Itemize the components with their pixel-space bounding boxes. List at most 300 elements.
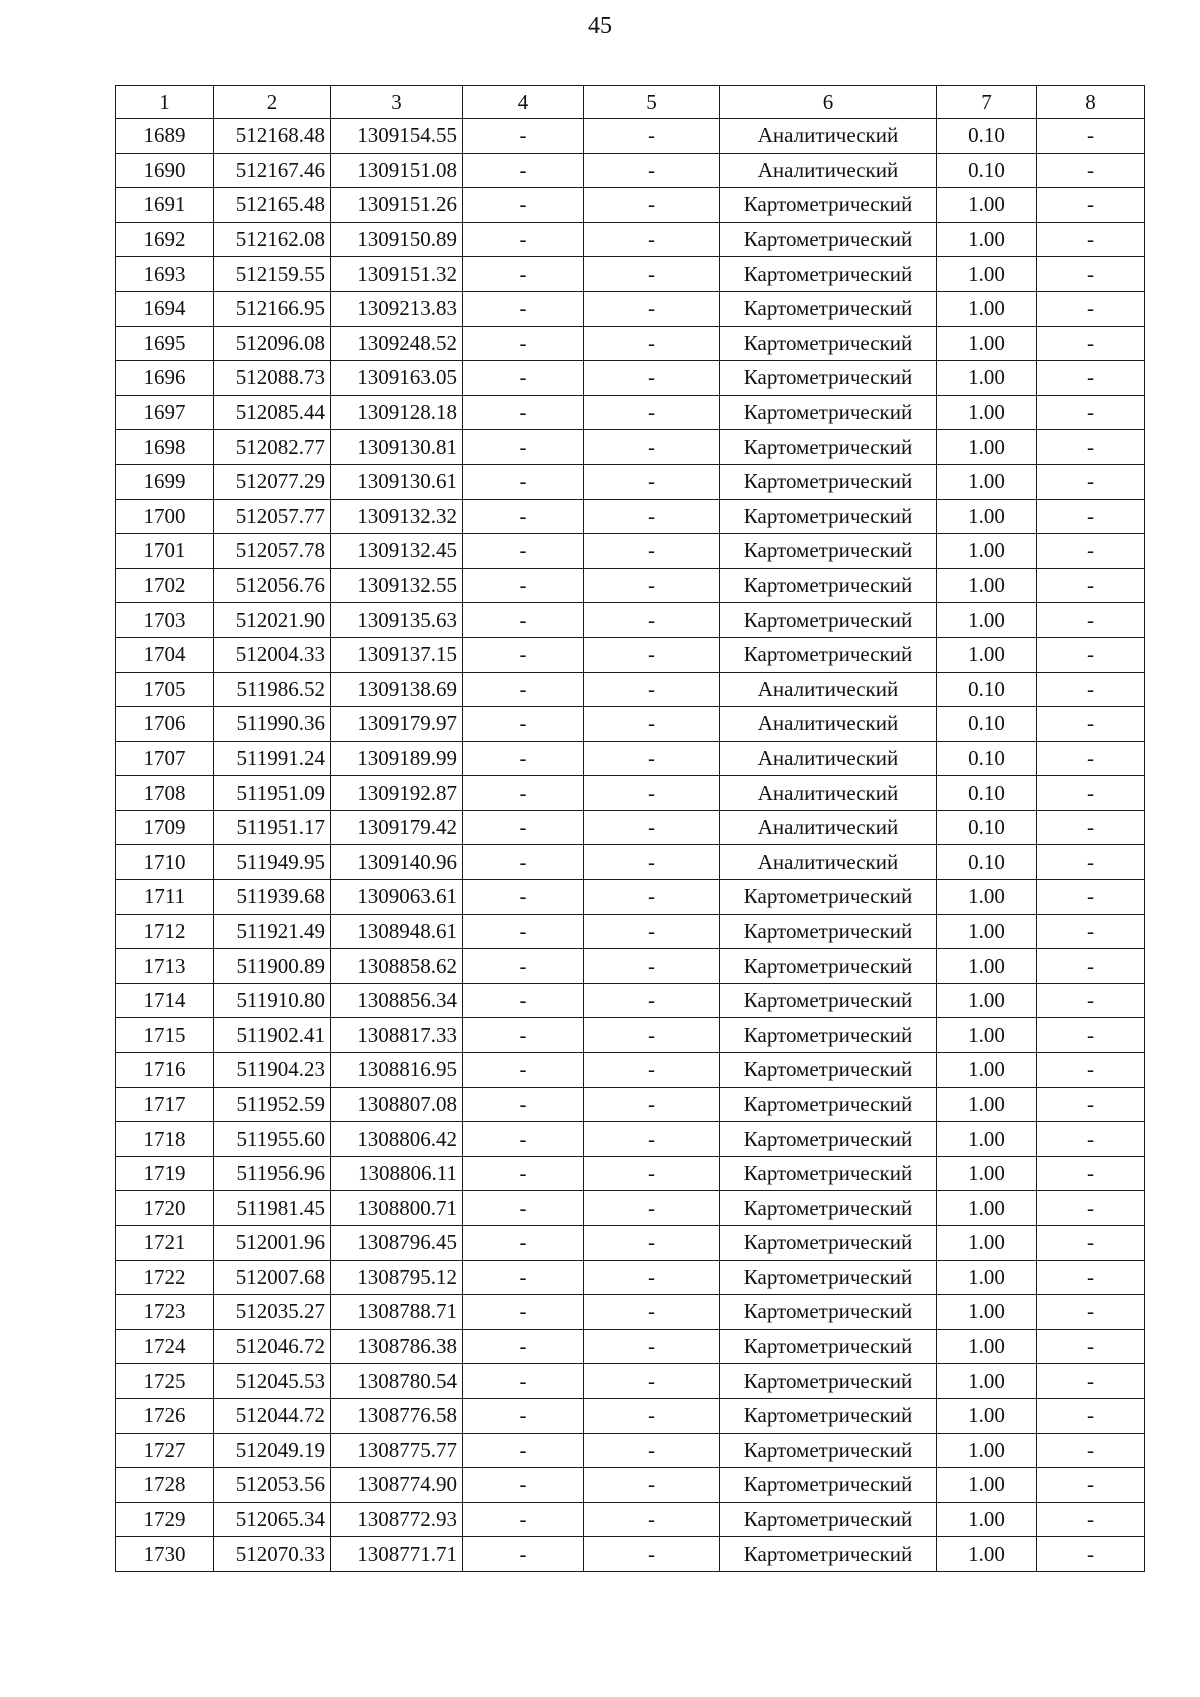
- table-cell-col-8: -: [1037, 326, 1145, 361]
- table-cell-col-6: Картометрический: [720, 1433, 937, 1468]
- table-cell-col-2: 511956.96: [214, 1156, 331, 1191]
- table-row: [116, 1537, 1145, 1572]
- table-cell-col-4: -: [463, 430, 584, 465]
- table-cell-col-4: -: [463, 845, 584, 880]
- table-row: [116, 326, 1145, 361]
- table-row: [116, 119, 1145, 154]
- table-cell-col-1: 1700: [116, 499, 214, 534]
- table-cell-col-5: -: [584, 1364, 720, 1399]
- table-cell-col-4: -: [463, 914, 584, 949]
- table-cell-col-7: 1.00: [937, 568, 1037, 603]
- table-row: [116, 672, 1145, 707]
- table-cell-col-7: 1.00: [937, 222, 1037, 257]
- table-cell-col-5: -: [584, 119, 720, 154]
- table-cell-col-4: -: [463, 1018, 584, 1053]
- table-cell-col-5: -: [584, 222, 720, 257]
- table-cell-col-2: 511991.24: [214, 741, 331, 776]
- table-cell-col-6: Картометрический: [720, 1191, 937, 1226]
- table-cell-col-7: 1.00: [937, 188, 1037, 223]
- table-cell-col-8: -: [1037, 1191, 1145, 1226]
- table-cell-col-1: 1718: [116, 1122, 214, 1157]
- table-cell-col-2: 512001.96: [214, 1226, 331, 1261]
- table-cell-col-4: -: [463, 1329, 584, 1364]
- table-body: [116, 119, 1145, 1572]
- table-cell-col-2: 512070.33: [214, 1537, 331, 1572]
- table-cell-col-4: -: [463, 326, 584, 361]
- table-cell-col-8: -: [1037, 464, 1145, 499]
- table-cell-col-5: -: [584, 499, 720, 534]
- table-cell-col-7: 1.00: [937, 1468, 1037, 1503]
- table-cell-col-8: -: [1037, 1433, 1145, 1468]
- table-cell-col-2: 511981.45: [214, 1191, 331, 1226]
- table-cell-col-1: 1701: [116, 534, 214, 569]
- table-cell-col-2: 512044.72: [214, 1398, 331, 1433]
- table-cell-col-1: 1692: [116, 222, 214, 257]
- table-cell-col-6: Картометрический: [720, 257, 937, 292]
- table-cell-col-5: -: [584, 603, 720, 638]
- column-header-5: 5: [584, 86, 720, 119]
- table-cell-col-3: 1309154.55: [331, 119, 463, 154]
- table-cell-col-2: 511904.23: [214, 1053, 331, 1088]
- table-cell-col-5: -: [584, 188, 720, 223]
- table-cell-col-1: 1707: [116, 741, 214, 776]
- table-cell-col-7: 1.00: [937, 1156, 1037, 1191]
- table-cell-col-8: -: [1037, 603, 1145, 638]
- table-row: [116, 499, 1145, 534]
- table-cell-col-4: -: [463, 983, 584, 1018]
- table-cell-col-3: 1309248.52: [331, 326, 463, 361]
- table-cell-col-5: -: [584, 1398, 720, 1433]
- table-row: [116, 534, 1145, 569]
- table-cell-col-2: 511939.68: [214, 880, 331, 915]
- table-cell-col-4: -: [463, 188, 584, 223]
- table-cell-col-7: 0.10: [937, 672, 1037, 707]
- table-cell-col-8: -: [1037, 395, 1145, 430]
- table-cell-col-6: Картометрический: [720, 1398, 937, 1433]
- table-cell-col-3: 1308858.62: [331, 949, 463, 984]
- table-cell-col-7: 1.00: [937, 914, 1037, 949]
- column-header-4: 4: [463, 86, 584, 119]
- table-cell-col-4: -: [463, 395, 584, 430]
- table-cell-col-2: 512162.08: [214, 222, 331, 257]
- table-cell-col-1: 1693: [116, 257, 214, 292]
- table-cell-col-3: 1308856.34: [331, 983, 463, 1018]
- table-cell-col-5: -: [584, 1433, 720, 1468]
- table-cell-col-4: -: [463, 1537, 584, 1572]
- table-cell-col-1: 1713: [116, 949, 214, 984]
- table-cell-col-1: 1690: [116, 153, 214, 188]
- table-cell-col-8: -: [1037, 845, 1145, 880]
- table-cell-col-5: -: [584, 361, 720, 396]
- table-row: [116, 1053, 1145, 1088]
- table-cell-col-7: 0.10: [937, 153, 1037, 188]
- table-cell-col-5: -: [584, 1018, 720, 1053]
- table-cell-col-7: 0.10: [937, 741, 1037, 776]
- table-row: [116, 153, 1145, 188]
- table-cell-col-6: Картометрический: [720, 222, 937, 257]
- table-cell-col-6: Картометрический: [720, 326, 937, 361]
- table-cell-col-2: 512065.34: [214, 1502, 331, 1537]
- table-row: [116, 1018, 1145, 1053]
- table-cell-col-5: -: [584, 1053, 720, 1088]
- table-cell-col-3: 1308796.45: [331, 1226, 463, 1261]
- table-cell-col-5: -: [584, 257, 720, 292]
- table-cell-col-3: 1309213.83: [331, 291, 463, 326]
- table-cell-col-1: 1711: [116, 880, 214, 915]
- table-cell-col-1: 1708: [116, 776, 214, 811]
- table-cell-col-1: 1691: [116, 188, 214, 223]
- table-row: [116, 1191, 1145, 1226]
- table-cell-col-6: Картометрический: [720, 1018, 937, 1053]
- table-row: [116, 1087, 1145, 1122]
- table-row: [116, 845, 1145, 880]
- table-cell-col-1: 1728: [116, 1468, 214, 1503]
- table-cell-col-6: Аналитический: [720, 707, 937, 742]
- column-header-8: 8: [1037, 86, 1145, 119]
- table-cell-col-2: 512007.68: [214, 1260, 331, 1295]
- table-cell-col-3: 1309179.97: [331, 707, 463, 742]
- page-number: 45: [588, 13, 612, 39]
- table-cell-col-6: Картометрический: [720, 499, 937, 534]
- table-cell-col-7: 0.10: [937, 707, 1037, 742]
- table-cell-col-7: 1.00: [937, 291, 1037, 326]
- column-header-2: 2: [214, 86, 331, 119]
- table-cell-col-7: 1.00: [937, 1329, 1037, 1364]
- table-cell-col-7: 0.10: [937, 119, 1037, 154]
- table-cell-col-4: -: [463, 1191, 584, 1226]
- table-cell-col-7: 1.00: [937, 1087, 1037, 1122]
- table-cell-col-8: -: [1037, 1502, 1145, 1537]
- table-cell-col-6: Картометрический: [720, 1226, 937, 1261]
- table-cell-col-4: -: [463, 1364, 584, 1399]
- table-cell-col-3: 1308772.93: [331, 1502, 463, 1537]
- table-cell-col-5: -: [584, 1226, 720, 1261]
- table-cell-col-3: 1309138.69: [331, 672, 463, 707]
- table-cell-col-1: 1715: [116, 1018, 214, 1053]
- table-cell-col-7: 1.00: [937, 430, 1037, 465]
- table-row: [116, 1364, 1145, 1399]
- table-cell-col-5: -: [584, 1156, 720, 1191]
- table-cell-col-7: 1.00: [937, 880, 1037, 915]
- table-cell-col-6: Картометрический: [720, 637, 937, 672]
- table-cell-col-6: Картометрический: [720, 1329, 937, 1364]
- table-cell-col-6: Аналитический: [720, 672, 937, 707]
- table-row: [116, 1433, 1145, 1468]
- table-cell-col-7: 1.00: [937, 257, 1037, 292]
- table-cell-col-6: Картометрический: [720, 464, 937, 499]
- table-cell-col-6: Картометрический: [720, 1537, 937, 1572]
- table-cell-col-7: 1.00: [937, 534, 1037, 569]
- table-cell-col-6: Картометрический: [720, 1468, 937, 1503]
- table-cell-col-8: -: [1037, 1364, 1145, 1399]
- table-cell-col-6: Картометрический: [720, 361, 937, 396]
- table-cell-col-8: -: [1037, 1329, 1145, 1364]
- table-cell-col-6: Картометрический: [720, 983, 937, 1018]
- table-cell-col-1: 1721: [116, 1226, 214, 1261]
- table-cell-col-4: -: [463, 464, 584, 499]
- table-cell-col-5: -: [584, 1295, 720, 1330]
- table-cell-col-4: -: [463, 672, 584, 707]
- column-header-7: 7: [937, 86, 1037, 119]
- table-cell-col-8: -: [1037, 880, 1145, 915]
- table-cell-col-1: 1729: [116, 1502, 214, 1537]
- table-cell-col-3: 1308817.33: [331, 1018, 463, 1053]
- table-cell-col-7: 1.00: [937, 1295, 1037, 1330]
- table-cell-col-8: -: [1037, 188, 1145, 223]
- table-row: [116, 707, 1145, 742]
- table-cell-col-3: 1309151.08: [331, 153, 463, 188]
- table-cell-col-7: 0.10: [937, 845, 1037, 880]
- table-cell-col-7: 1.00: [937, 464, 1037, 499]
- table-cell-col-3: 1308788.71: [331, 1295, 463, 1330]
- table-cell-col-4: -: [463, 1156, 584, 1191]
- table-cell-col-6: Картометрический: [720, 1156, 937, 1191]
- table-cell-col-5: -: [584, 291, 720, 326]
- table-cell-col-6: Картометрический: [720, 534, 937, 569]
- table-cell-col-1: 1723: [116, 1295, 214, 1330]
- table-cell-col-5: -: [584, 1260, 720, 1295]
- table-cell-col-2: 511910.80: [214, 983, 331, 1018]
- table-cell-col-3: 1309063.61: [331, 880, 463, 915]
- table-cell-col-3: 1309130.81: [331, 430, 463, 465]
- table-cell-col-7: 1.00: [937, 1537, 1037, 1572]
- table-cell-col-1: 1730: [116, 1537, 214, 1572]
- table-cell-col-3: 1309135.63: [331, 603, 463, 638]
- table-cell-col-3: 1308795.12: [331, 1260, 463, 1295]
- table-cell-col-3: 1309128.18: [331, 395, 463, 430]
- table-cell-col-2: 511900.89: [214, 949, 331, 984]
- table-cell-col-8: -: [1037, 1122, 1145, 1157]
- table-cell-col-7: 1.00: [937, 499, 1037, 534]
- table-cell-col-8: -: [1037, 914, 1145, 949]
- table-cell-col-1: 1704: [116, 637, 214, 672]
- table-cell-col-4: -: [463, 1087, 584, 1122]
- table-cell-col-8: -: [1037, 499, 1145, 534]
- table-cell-col-4: -: [463, 1053, 584, 1088]
- table-cell-col-2: 511951.17: [214, 810, 331, 845]
- coordinates-table: [115, 85, 1145, 1572]
- table-cell-col-1: 1722: [116, 1260, 214, 1295]
- table-cell-col-5: -: [584, 153, 720, 188]
- table-cell-col-8: -: [1037, 1537, 1145, 1572]
- table-cell-col-3: 1309132.32: [331, 499, 463, 534]
- table-row: [116, 949, 1145, 984]
- table-cell-col-8: -: [1037, 1053, 1145, 1088]
- table-cell-col-8: -: [1037, 153, 1145, 188]
- table-cell-col-8: -: [1037, 1156, 1145, 1191]
- table-cell-col-1: 1703: [116, 603, 214, 638]
- table-row: [116, 291, 1145, 326]
- table-cell-col-1: 1699: [116, 464, 214, 499]
- table-cell-col-5: -: [584, 326, 720, 361]
- table-cell-col-4: -: [463, 257, 584, 292]
- table-cell-col-3: 1309130.61: [331, 464, 463, 499]
- table-cell-col-7: 1.00: [937, 326, 1037, 361]
- table-cell-col-7: 1.00: [937, 395, 1037, 430]
- table-cell-col-7: 1.00: [937, 1260, 1037, 1295]
- table-cell-col-5: -: [584, 845, 720, 880]
- table-cell-col-2: 512159.55: [214, 257, 331, 292]
- table-cell-col-3: 1309189.99: [331, 741, 463, 776]
- table-cell-col-2: 512057.77: [214, 499, 331, 534]
- table-cell-col-2: 512045.53: [214, 1364, 331, 1399]
- table-cell-col-8: -: [1037, 534, 1145, 569]
- table-cell-col-7: 0.10: [937, 810, 1037, 845]
- table-cell-col-8: -: [1037, 1226, 1145, 1261]
- table-cell-col-1: 1695: [116, 326, 214, 361]
- table-row: [116, 1468, 1145, 1503]
- table-cell-col-8: -: [1037, 430, 1145, 465]
- table-cell-col-2: 512021.90: [214, 603, 331, 638]
- table-cell-col-4: -: [463, 1433, 584, 1468]
- table-cell-col-5: -: [584, 1087, 720, 1122]
- table-row: [116, 1398, 1145, 1433]
- table-cell-col-5: -: [584, 1122, 720, 1157]
- table-cell-col-2: 511955.60: [214, 1122, 331, 1157]
- table-cell-col-2: 512082.77: [214, 430, 331, 465]
- table-cell-col-8: -: [1037, 637, 1145, 672]
- column-header-6: 6: [720, 86, 937, 119]
- table-row: [116, 257, 1145, 292]
- table-cell-col-1: 1689: [116, 119, 214, 154]
- table-cell-col-2: 512004.33: [214, 637, 331, 672]
- table-cell-col-1: 1714: [116, 983, 214, 1018]
- table-row: [116, 1502, 1145, 1537]
- table-cell-col-6: Картометрический: [720, 1502, 937, 1537]
- table-cell-col-2: 511902.41: [214, 1018, 331, 1053]
- table-cell-col-1: 1702: [116, 568, 214, 603]
- table-cell-col-5: -: [584, 707, 720, 742]
- table-cell-col-7: 1.00: [937, 1398, 1037, 1433]
- table-row: [116, 914, 1145, 949]
- table-cell-col-6: Аналитический: [720, 153, 937, 188]
- table-cell-col-8: -: [1037, 1398, 1145, 1433]
- table-cell-col-1: 1716: [116, 1053, 214, 1088]
- table-cell-col-3: 1309140.96: [331, 845, 463, 880]
- table-cell-col-8: -: [1037, 222, 1145, 257]
- table-cell-col-6: Картометрический: [720, 914, 937, 949]
- table-cell-col-8: -: [1037, 1087, 1145, 1122]
- table-cell-col-2: 512096.08: [214, 326, 331, 361]
- table-cell-col-4: -: [463, 776, 584, 811]
- table-row: [116, 222, 1145, 257]
- table-cell-col-4: -: [463, 949, 584, 984]
- table-cell-col-3: 1308816.95: [331, 1053, 463, 1088]
- table-cell-col-4: -: [463, 534, 584, 569]
- table-cell-col-3: 1308786.38: [331, 1329, 463, 1364]
- table-cell-col-7: 1.00: [937, 949, 1037, 984]
- table-row: [116, 741, 1145, 776]
- table-cell-col-8: -: [1037, 949, 1145, 984]
- table-cell-col-8: -: [1037, 119, 1145, 154]
- table-row: [116, 983, 1145, 1018]
- table-cell-col-5: -: [584, 914, 720, 949]
- table-cell-col-7: 1.00: [937, 1502, 1037, 1537]
- table-cell-col-4: -: [463, 499, 584, 534]
- table-cell-col-3: 1309179.42: [331, 810, 463, 845]
- table-cell-col-8: -: [1037, 810, 1145, 845]
- table-cell-col-7: 1.00: [937, 1018, 1037, 1053]
- table-cell-col-7: 0.10: [937, 776, 1037, 811]
- table-cell-col-3: 1309150.89: [331, 222, 463, 257]
- table-row: [116, 1260, 1145, 1295]
- table-cell-col-2: 512077.29: [214, 464, 331, 499]
- table-cell-col-5: -: [584, 741, 720, 776]
- table-cell-col-2: 512165.48: [214, 188, 331, 223]
- table-cell-col-2: 512053.56: [214, 1468, 331, 1503]
- table-cell-col-6: Картометрический: [720, 603, 937, 638]
- table-cell-col-2: 512035.27: [214, 1295, 331, 1330]
- table-cell-col-2: 512046.72: [214, 1329, 331, 1364]
- table-cell-col-2: 512085.44: [214, 395, 331, 430]
- table-cell-col-1: 1717: [116, 1087, 214, 1122]
- table-cell-col-8: -: [1037, 1260, 1145, 1295]
- table-row: [116, 568, 1145, 603]
- table-cell-col-7: 1.00: [937, 1122, 1037, 1157]
- table-cell-col-4: -: [463, 1226, 584, 1261]
- table-cell-col-4: -: [463, 707, 584, 742]
- table-row: [116, 1226, 1145, 1261]
- table-cell-col-2: 512056.76: [214, 568, 331, 603]
- table-cell-col-4: -: [463, 637, 584, 672]
- table-cell-col-8: -: [1037, 361, 1145, 396]
- table-cell-col-1: 1696: [116, 361, 214, 396]
- table-cell-col-3: 1309132.45: [331, 534, 463, 569]
- table-cell-col-7: 1.00: [937, 1433, 1037, 1468]
- table-cell-col-1: 1712: [116, 914, 214, 949]
- table-cell-col-2: 511986.52: [214, 672, 331, 707]
- table-cell-col-7: 1.00: [937, 1191, 1037, 1226]
- table-cell-col-5: -: [584, 1537, 720, 1572]
- table-cell-col-4: -: [463, 1468, 584, 1503]
- table-row: [116, 810, 1145, 845]
- table-cell-col-3: 1309151.32: [331, 257, 463, 292]
- table-cell-col-7: 1.00: [937, 603, 1037, 638]
- table-row: [116, 637, 1145, 672]
- table-row: [116, 395, 1145, 430]
- table-cell-col-8: -: [1037, 257, 1145, 292]
- table-cell-col-6: Картометрический: [720, 1087, 937, 1122]
- table-cell-col-4: -: [463, 1295, 584, 1330]
- table-cell-col-1: 1698: [116, 430, 214, 465]
- table-cell-col-8: -: [1037, 741, 1145, 776]
- table-cell-col-1: 1727: [116, 1433, 214, 1468]
- table-cell-col-2: 511949.95: [214, 845, 331, 880]
- table-row: [116, 1122, 1145, 1157]
- table-cell-col-8: -: [1037, 672, 1145, 707]
- table-cell-col-6: Картометрический: [720, 568, 937, 603]
- table-cell-col-2: 512057.78: [214, 534, 331, 569]
- table-cell-col-4: -: [463, 119, 584, 154]
- table-row: [116, 776, 1145, 811]
- table-cell-col-6: Картометрический: [720, 395, 937, 430]
- table-cell-col-1: 1705: [116, 672, 214, 707]
- table-cell-col-3: 1309192.87: [331, 776, 463, 811]
- table-cell-col-8: -: [1037, 983, 1145, 1018]
- table-cell-col-4: -: [463, 880, 584, 915]
- table-cell-col-3: 1308800.71: [331, 1191, 463, 1226]
- column-header-1: 1: [116, 86, 214, 119]
- table-row: [116, 188, 1145, 223]
- table-cell-col-7: 1.00: [937, 1053, 1037, 1088]
- table-cell-col-6: Картометрический: [720, 1260, 937, 1295]
- table-cell-col-6: Картометрический: [720, 291, 937, 326]
- table-cell-col-5: -: [584, 672, 720, 707]
- table-cell-col-1: 1725: [116, 1364, 214, 1399]
- table-cell-col-1: 1706: [116, 707, 214, 742]
- table-cell-col-5: -: [584, 1502, 720, 1537]
- table-cell-col-6: Картометрический: [720, 1053, 937, 1088]
